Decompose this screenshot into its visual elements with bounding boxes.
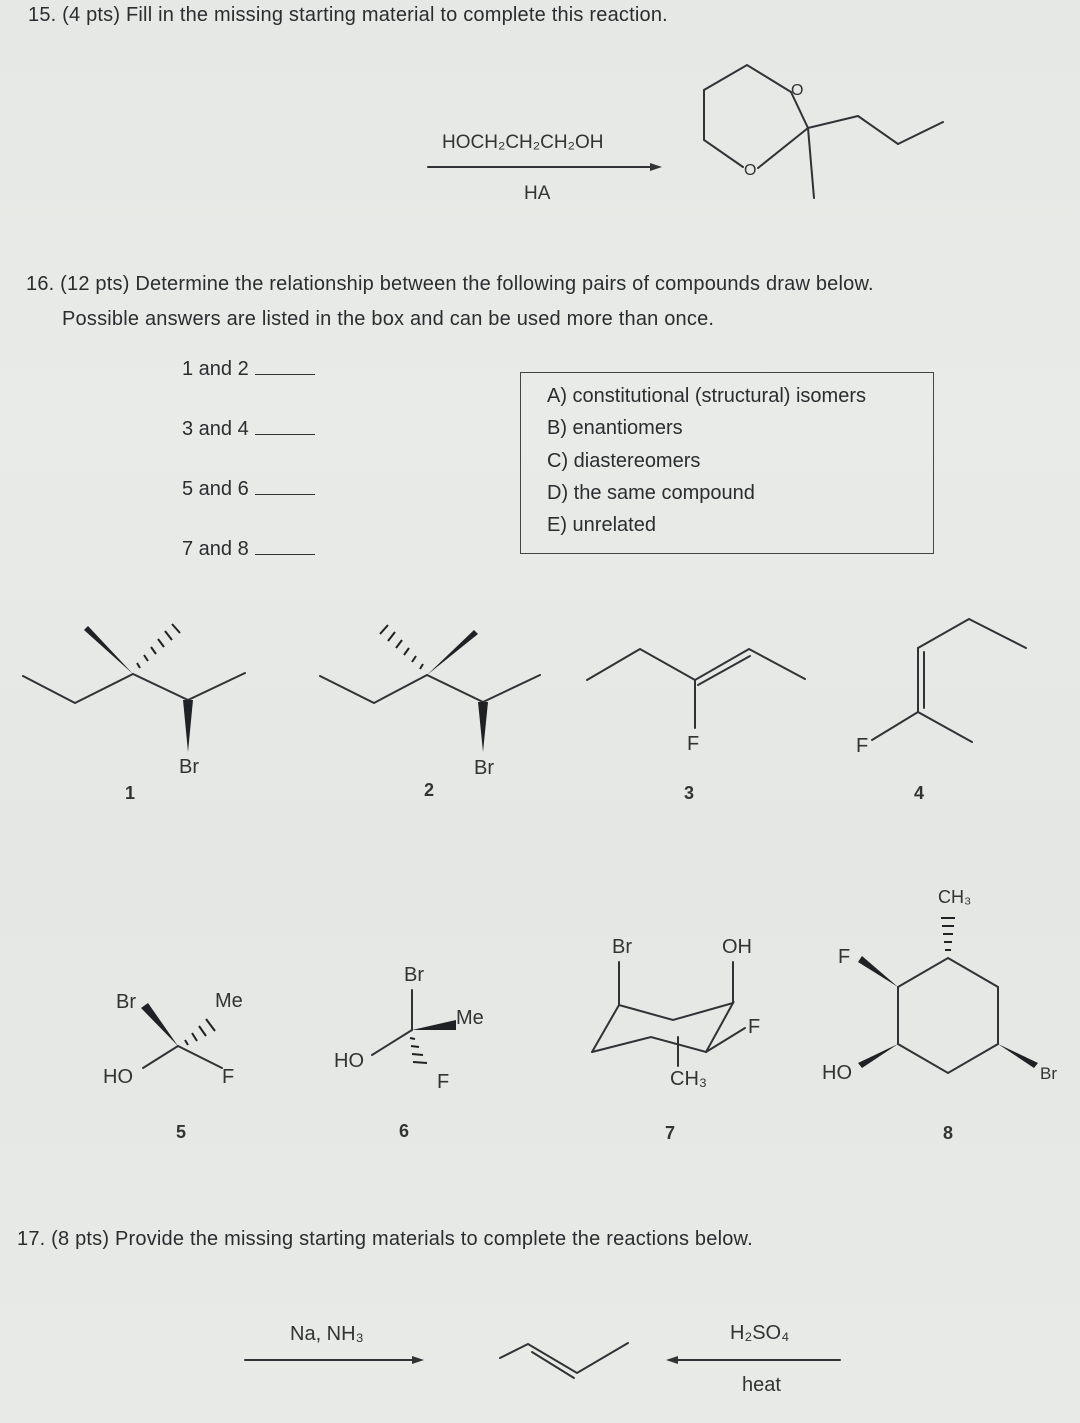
- c7-br-label: Br: [612, 936, 632, 958]
- q15-prompt: 15. (4 pts) Fill in the missing starting material to complete this reaction.: [28, 4, 668, 26]
- compound-5: [143, 1046, 222, 1068]
- c8-f-wedge: [858, 956, 898, 987]
- c6-f-label: F: [437, 1071, 450, 1093]
- q17-left-arrow: [245, 1356, 424, 1364]
- c1-wedge: [84, 626, 133, 674]
- c1-br-wedge: [183, 700, 193, 752]
- c6-ho-label: HO: [334, 1050, 364, 1072]
- c8-ch3-label: CH₃: [938, 887, 972, 907]
- q17-alkene: [500, 1343, 628, 1378]
- c7-ch3-label: CH₃: [670, 1068, 708, 1090]
- option-d: D) the same compound: [547, 482, 755, 504]
- q17-prompt: 17. (8 pts) Provide the missing starting materials to complete the reactions below.: [17, 1228, 753, 1250]
- compound-7-chair: [592, 962, 745, 1066]
- q15-product-oxygen-top: O: [791, 82, 804, 99]
- c8-ho-label: HO: [822, 1062, 852, 1084]
- c1-br-label: Br: [179, 756, 199, 778]
- c3-f-label: F: [687, 733, 700, 755]
- c6-br-label: Br: [404, 964, 424, 986]
- q16-prompt-line2: Possible answers are listed in the box and can be used more than once.: [62, 308, 715, 330]
- c5-number: 5: [176, 1122, 187, 1142]
- c5-me-label: Me: [215, 990, 243, 1012]
- c5-br-label: Br: [116, 991, 136, 1013]
- pair-label: 5 and 6: [182, 478, 249, 500]
- c2-wedge: [427, 630, 478, 675]
- compound-3: [587, 649, 805, 728]
- option-b: B) enantiomers: [547, 417, 683, 439]
- c4-number: 4: [914, 783, 925, 803]
- pair-label: 7 and 8: [182, 538, 249, 560]
- c4-f-label: F: [856, 735, 869, 757]
- q17-right-reagent-bottom: heat: [742, 1374, 781, 1396]
- c5-f-label: F: [222, 1066, 235, 1088]
- compound-1: [23, 673, 245, 726]
- c8-f-label: F: [838, 946, 851, 968]
- q15-reagent-top: HOCH₂CH₂CH₂OH: [442, 132, 604, 153]
- q16-prompt-line1: 16. (12 pts) Determine the relationship between the following pairs of compounds draw below.: [26, 273, 874, 295]
- q15-reagent-bottom: HA: [524, 183, 551, 204]
- c1-number: 1: [125, 783, 136, 803]
- pair-label: 3 and 4: [182, 418, 249, 440]
- c2-br-wedge: [478, 702, 488, 752]
- option-e: E) unrelated: [547, 514, 656, 536]
- c7-oh-label: OH: [722, 936, 752, 958]
- option-c: C) diastereomers: [547, 450, 701, 472]
- c8-br-wedge: [998, 1044, 1038, 1068]
- option-a: A) constitutional (structural) isomers: [547, 385, 866, 407]
- dash-bonds: [137, 624, 955, 1063]
- c7-number: 7: [665, 1123, 676, 1143]
- c6-wedge: [412, 1020, 456, 1030]
- c5-wedge: [141, 1003, 178, 1046]
- q17-right-arrow: [666, 1356, 840, 1364]
- c5-ho-label: HO: [103, 1066, 133, 1088]
- c7-f-label: F: [748, 1016, 761, 1038]
- compound-6: [372, 990, 412, 1055]
- c8-number: 8: [943, 1123, 954, 1143]
- q17-right-reagent-top: H₂SO₄: [730, 1322, 790, 1344]
- c3-number: 3: [684, 783, 695, 803]
- c6-me-label: Me: [456, 1007, 484, 1029]
- c2-number: 2: [424, 780, 435, 800]
- q15-reaction-arrow: [428, 163, 662, 171]
- q15-product-oxygen-bottom: O: [744, 162, 757, 179]
- pair-label: 1 and 2: [182, 358, 249, 380]
- compound-2: [320, 675, 540, 726]
- compound-8-ring: [898, 958, 998, 1073]
- compound-4: [872, 619, 1026, 742]
- q17-left-reagent: Na, NH₃: [290, 1323, 364, 1345]
- c8-br-label: Br: [1040, 1064, 1057, 1083]
- c6-number: 6: [399, 1121, 410, 1141]
- c2-br-label: Br: [474, 757, 494, 779]
- q15-product-dioxane: [704, 65, 943, 198]
- c8-ho-wedge: [858, 1044, 898, 1068]
